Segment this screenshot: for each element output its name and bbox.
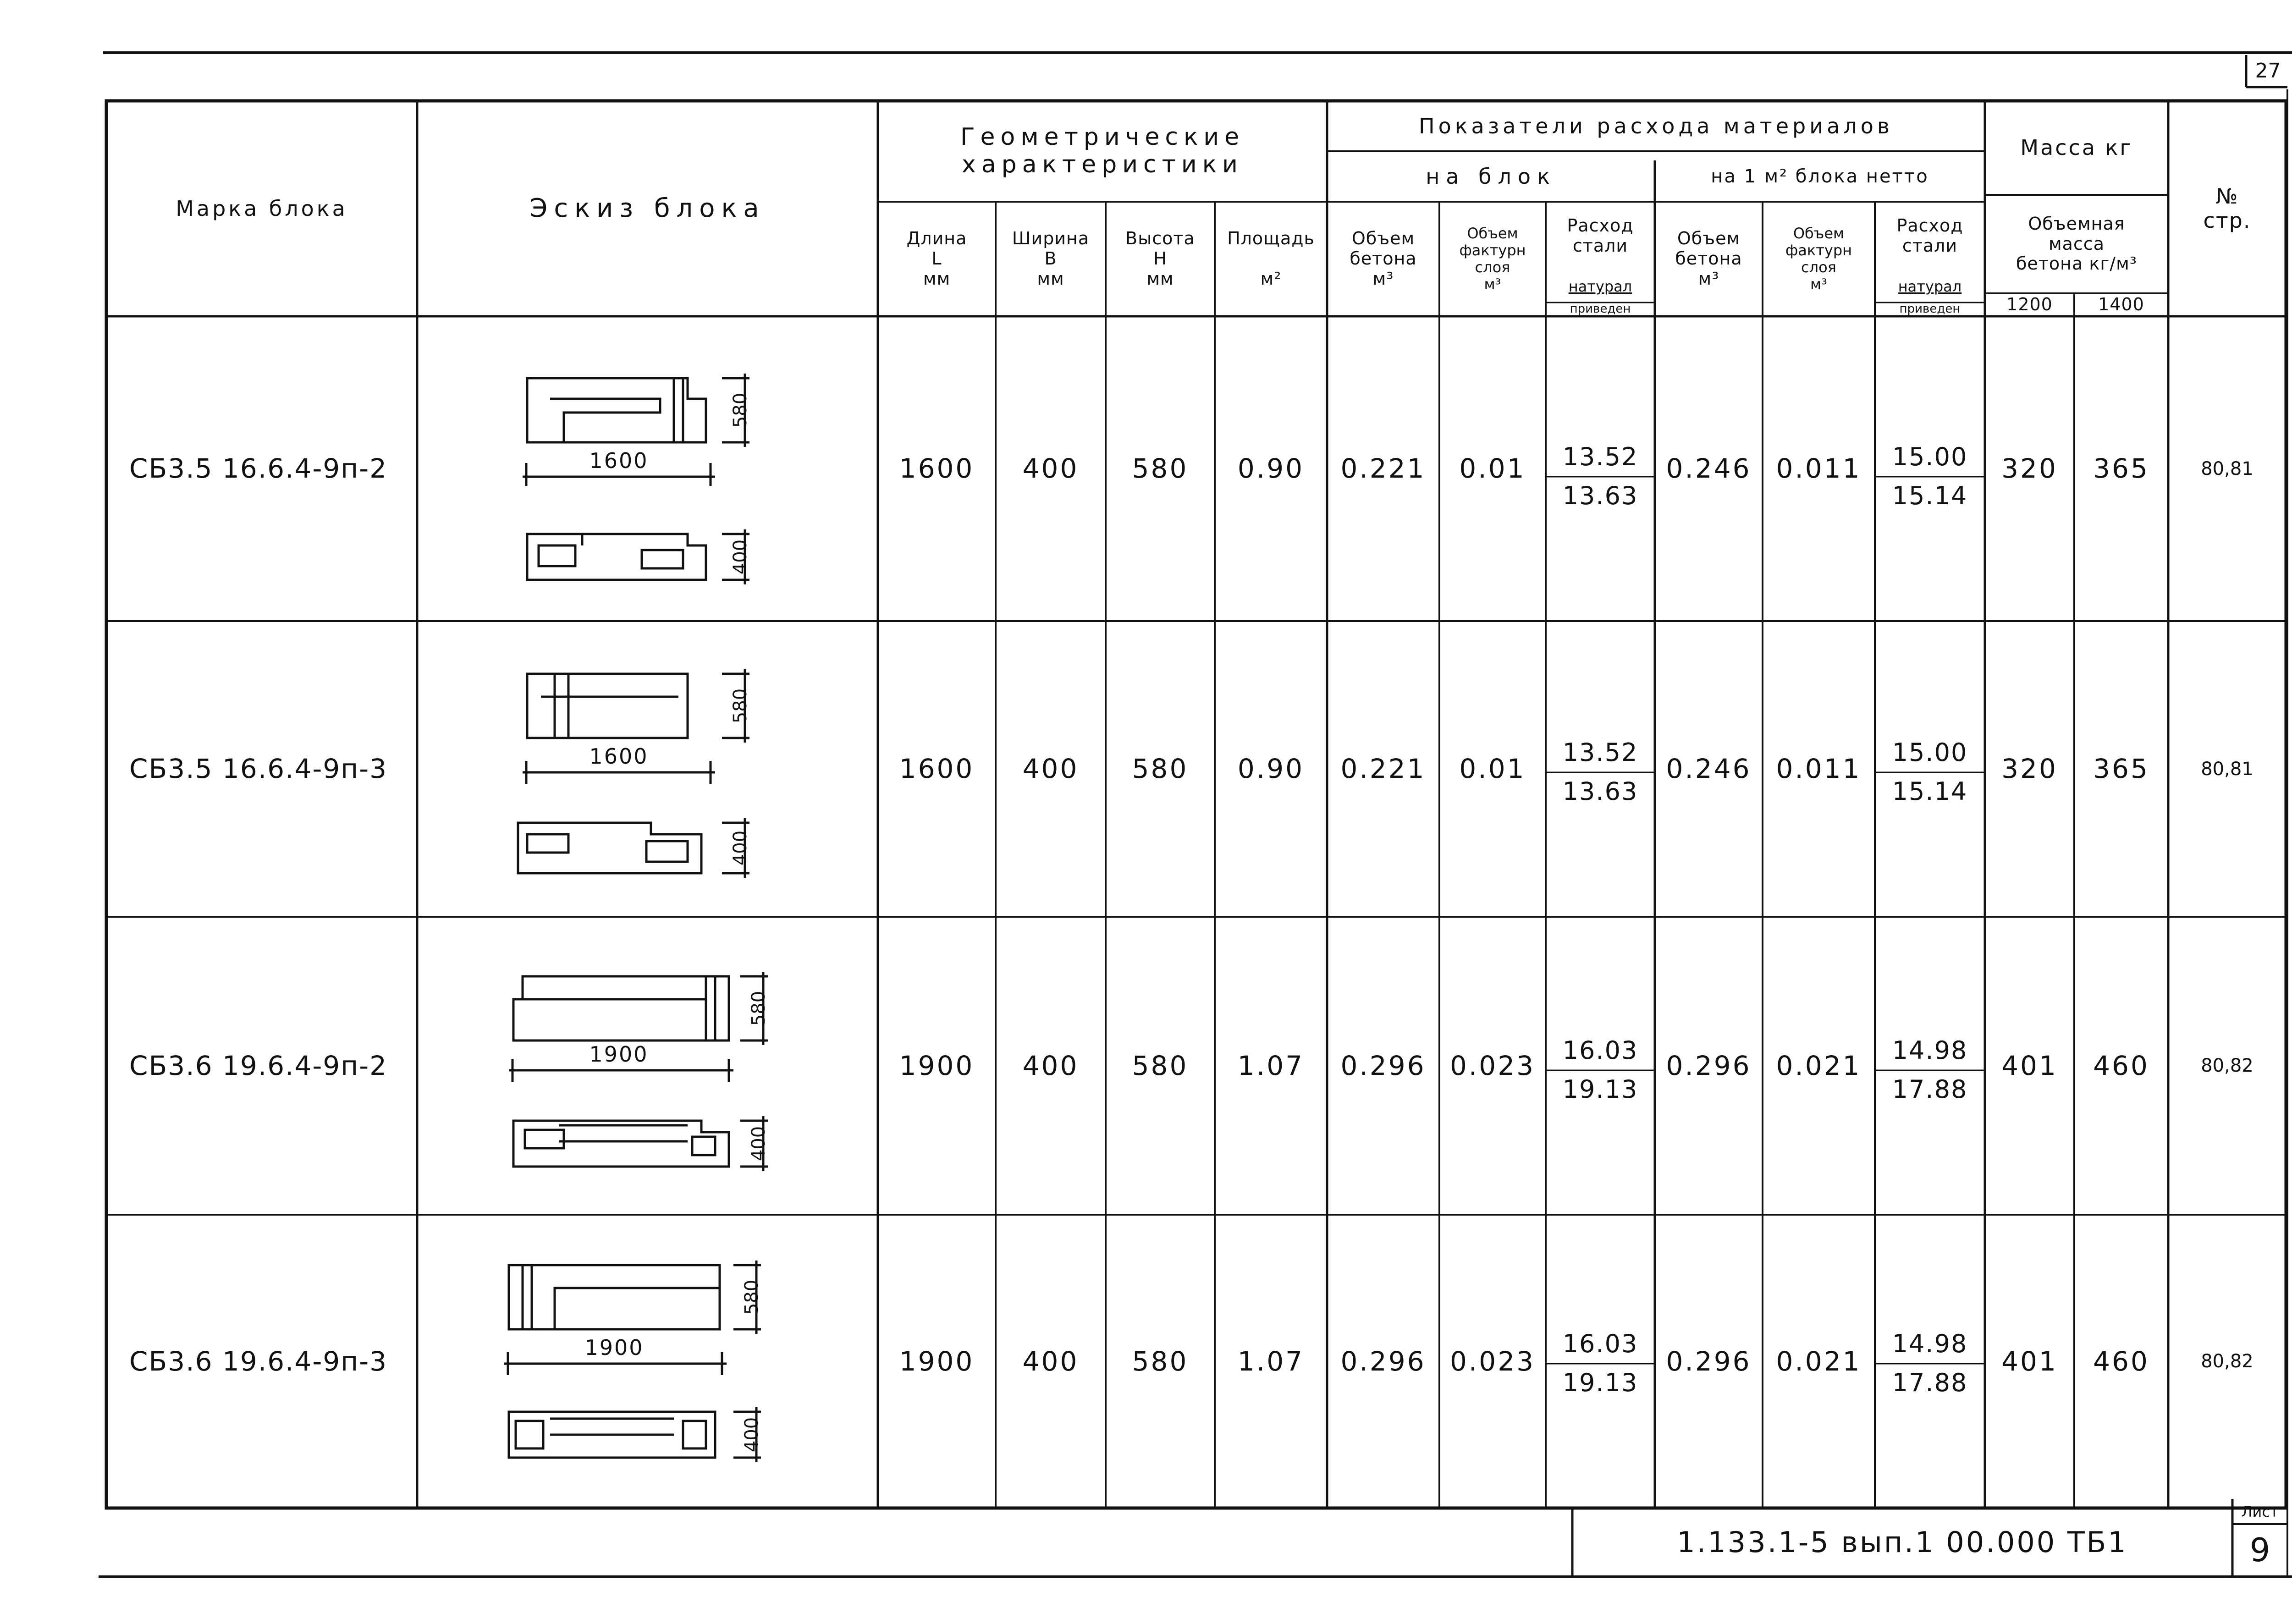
steel-natural-value: 16.03 — [1562, 1329, 1638, 1358]
concrete-volume-m2-value: 0.246 — [1666, 753, 1752, 785]
header-density-1400: 1400 — [2098, 294, 2144, 315]
facing-volume-value: 0.023 — [1449, 1050, 1536, 1081]
sheet-label: Лист — [2241, 1503, 2279, 1520]
height-value: 580 — [1132, 1345, 1189, 1377]
header-steel-reduced-m2: приведен — [1899, 302, 1961, 316]
sheet-number: 9 — [2249, 1531, 2270, 1569]
page-ref-value: 80,82 — [2201, 1055, 2253, 1076]
length-value: 1600 — [899, 453, 975, 484]
header-width: Ширина B мм — [1012, 228, 1090, 289]
mass-1400-value: 365 — [2093, 453, 2149, 484]
corner-sheet-number: 27 — [2255, 59, 2281, 83]
facing-volume-m2-value: 0.011 — [1776, 453, 1862, 484]
block-mark: СБ3.5 16.6.4-9п-2 — [129, 453, 388, 484]
concrete-volume-m2-value: 0.296 — [1666, 1050, 1752, 1081]
steel-reduced-value: 19.13 — [1562, 1368, 1638, 1397]
sketch-row-2 — [518, 669, 749, 878]
sketch-height-label: 580 — [741, 1279, 762, 1315]
header-facing-volume: Объем фактурн слоя м³ — [1459, 225, 1526, 293]
header-mass-group: Масса кг — [2020, 135, 2133, 160]
sketch-row-3 — [509, 972, 768, 1171]
concrete-volume-m2-value: 0.296 — [1666, 1345, 1752, 1377]
facing-volume-value: 0.01 — [1459, 753, 1526, 785]
steel-natural-value: 13.52 — [1562, 738, 1638, 767]
header-per-m2: на 1 м² блока нетто — [1711, 166, 1929, 187]
header-steel: Расход стали — [1567, 215, 1634, 256]
header-block-sketch: Эскиз блока — [529, 193, 766, 223]
concrete-volume-value: 0.221 — [1340, 453, 1426, 484]
steel-natural-m2-value: 15.00 — [1892, 738, 1968, 767]
concrete-volume-value: 0.221 — [1340, 753, 1426, 785]
steel-natural-m2-value: 14.98 — [1892, 1036, 1968, 1065]
concrete-volume-value: 0.296 — [1340, 1345, 1426, 1377]
header-facing-volume-m2: Объем фактурн слоя м³ — [1785, 225, 1852, 293]
steel-natural-m2-value: 15.00 — [1892, 442, 1968, 471]
sketch-length-label: 1900 — [589, 1041, 649, 1067]
area-value: 1.07 — [1237, 1050, 1305, 1081]
sketch-length-label: 1600 — [589, 448, 649, 473]
facing-volume-m2-value: 0.021 — [1776, 1050, 1862, 1081]
header-geometry-group: Геометрические характеристики — [960, 123, 1245, 178]
sketch-height-label: 580 — [730, 392, 751, 428]
block-mark: СБ3.5 16.6.4-9п-3 — [129, 753, 388, 785]
steel-reduced-value: 13.63 — [1562, 777, 1638, 806]
block-mark: СБ3.6 19.6.4-9п-2 — [129, 1050, 388, 1081]
mass-1200-value: 320 — [2001, 753, 2058, 785]
sketch-width-label: 400 — [730, 539, 751, 575]
header-page-number: № стр. — [2203, 184, 2251, 233]
mass-1400-value: 460 — [2093, 1050, 2149, 1081]
sketch-height-label: 580 — [730, 688, 751, 724]
steel-reduced-m2-value: 15.14 — [1892, 481, 1968, 510]
page-ref-value: 80,82 — [2201, 1351, 2253, 1372]
sketch-width-label: 400 — [730, 830, 751, 866]
concrete-volume-m2-value: 0.246 — [1666, 453, 1752, 484]
header-steel-m2: Расход стали — [1896, 215, 1963, 256]
sketch-width-label: 400 — [748, 1126, 769, 1162]
mass-1200-value: 401 — [2001, 1345, 2058, 1377]
width-value: 400 — [1022, 1050, 1079, 1081]
area-value: 0.90 — [1237, 753, 1305, 785]
sketch-row-1 — [523, 374, 749, 584]
header-block-mark: Марка блока — [176, 196, 348, 221]
width-value: 400 — [1022, 453, 1079, 484]
header-concrete-volume-m2: Объем бетона м³ — [1675, 228, 1742, 289]
sketch-length-label: 1600 — [589, 743, 649, 769]
length-value: 1900 — [899, 1345, 975, 1377]
header-steel-reduced: приведен — [1570, 302, 1631, 316]
length-value: 1600 — [899, 753, 975, 785]
header-concrete-volume: Объем бетона м³ — [1350, 228, 1417, 289]
header-steel-natural: натурал — [1568, 277, 1632, 295]
concrete-volume-value: 0.296 — [1340, 1050, 1426, 1081]
steel-reduced-m2-value: 17.88 — [1892, 1075, 1968, 1104]
sketch-length-label: 1900 — [584, 1335, 644, 1360]
facing-volume-value: 0.023 — [1449, 1345, 1536, 1377]
mass-1400-value: 365 — [2093, 753, 2149, 785]
width-value: 400 — [1022, 1345, 1079, 1377]
header-height: Высота H мм — [1125, 228, 1195, 289]
sketch-width-label: 400 — [741, 1417, 762, 1453]
block-mark: СБ3.6 19.6.4-9п-3 — [129, 1345, 388, 1377]
steel-reduced-m2-value: 17.88 — [1892, 1368, 1968, 1397]
height-value: 580 — [1132, 1050, 1189, 1081]
header-density-1200: 1200 — [2006, 294, 2053, 315]
header-materials-group: Показатели расхода материалов — [1419, 113, 1893, 138]
steel-reduced-value: 19.13 — [1562, 1075, 1638, 1104]
header-per-block: на блок — [1426, 164, 1556, 189]
header-area: Площадь м² — [1227, 228, 1315, 289]
page-ref-value: 80,81 — [2201, 758, 2253, 780]
width-value: 400 — [1022, 753, 1079, 785]
length-value: 1900 — [899, 1050, 975, 1081]
header-steel-natural-m2: натурал — [1898, 277, 1962, 295]
height-value: 580 — [1132, 753, 1189, 785]
sketch-row-4 — [504, 1261, 761, 1462]
facing-volume-m2-value: 0.011 — [1776, 753, 1862, 785]
header-length: Длина L мм — [906, 228, 967, 289]
area-value: 0.90 — [1237, 453, 1305, 484]
steel-reduced-m2-value: 15.14 — [1892, 777, 1968, 806]
steel-reduced-value: 13.63 — [1562, 481, 1638, 510]
area-value: 1.07 — [1237, 1345, 1305, 1377]
page-ref-value: 80,81 — [2201, 458, 2253, 479]
steel-natural-m2-value: 14.98 — [1892, 1329, 1968, 1358]
steel-natural-value: 16.03 — [1562, 1036, 1638, 1065]
mass-1400-value: 460 — [2093, 1345, 2149, 1377]
steel-natural-value: 13.52 — [1562, 442, 1638, 471]
mass-1200-value: 320 — [2001, 453, 2058, 484]
facing-volume-m2-value: 0.021 — [1776, 1345, 1862, 1377]
mass-1200-value: 401 — [2001, 1050, 2058, 1081]
sketch-height-label: 580 — [748, 991, 769, 1026]
document-code: 1.133.1-5 вып.1 00.000 ТБ1 — [1677, 1525, 2128, 1559]
header-density: Объемная масса бетона кг/м³ — [2016, 213, 2138, 274]
height-value: 580 — [1132, 453, 1189, 484]
facing-volume-value: 0.01 — [1459, 453, 1526, 484]
